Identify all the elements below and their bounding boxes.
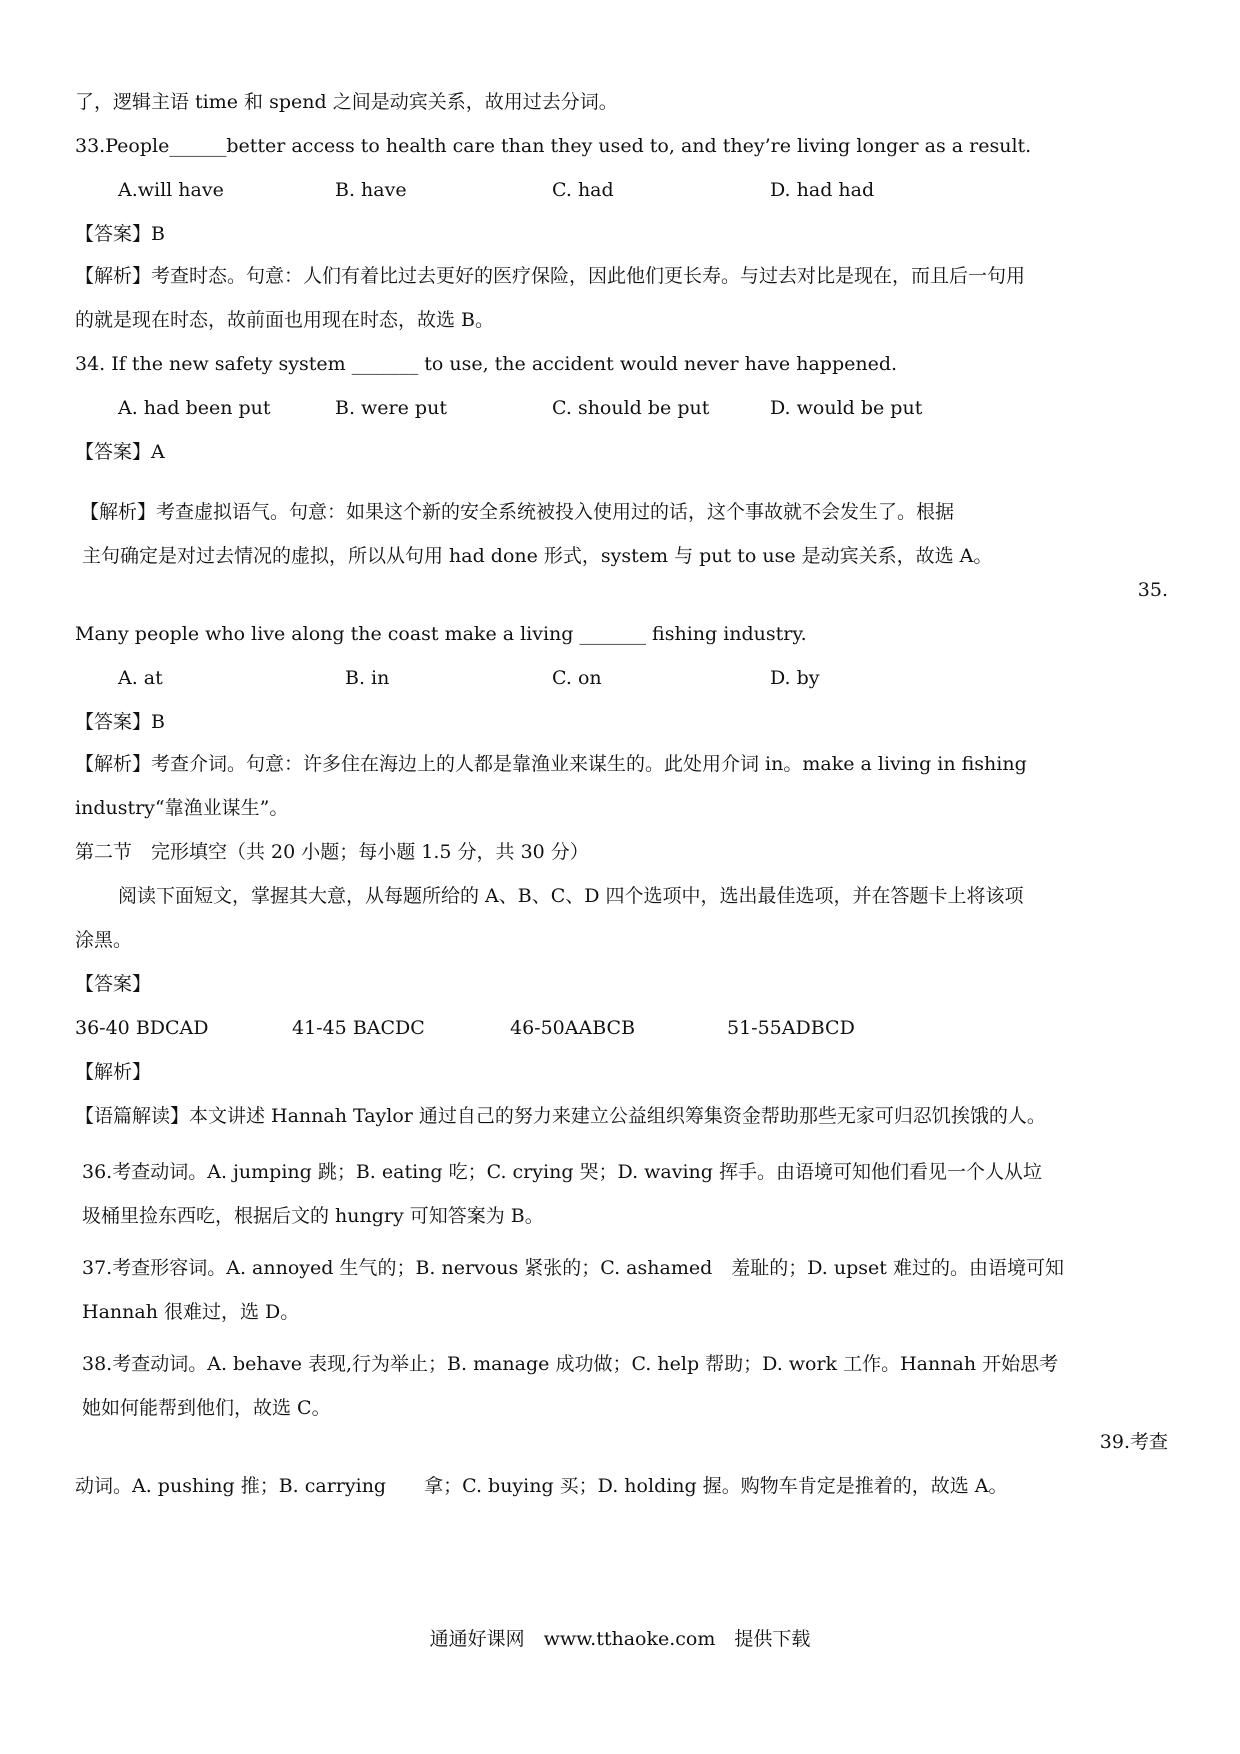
section-heading: 第二节 完形填空（共 20 小题；每小题 1.5 分，共 30 分） bbox=[75, 841, 589, 863]
answer-group: 36-40 BDCAD bbox=[75, 1017, 209, 1039]
instruction-line: 涂黑。 bbox=[75, 929, 133, 951]
explanation-line: 的就是现在时态，故前面也用现在时态，故选 B。 bbox=[75, 309, 495, 331]
option-a: A. had been put bbox=[118, 397, 271, 419]
instruction-line: 阅读下面短文，掌握其大意，从每题所给的 A、B、C、D 四个选项中，选出最佳选项，并在答题卡上将该项 bbox=[118, 885, 1024, 907]
explanation-line: 【解析】考查虚拟语气。句意：如果这个新的安全系统被投入使用过的话，这个事故就不会发生了。根据 bbox=[80, 501, 955, 523]
answer-group: 46-50AABCB bbox=[510, 1017, 636, 1039]
question-34: 34. If the new safety system _______ to use, the accident would never have happened. bbox=[75, 353, 898, 375]
answer: 【答案】B bbox=[75, 223, 165, 245]
option-d: D. by bbox=[770, 667, 820, 689]
option-a: A. at bbox=[118, 667, 163, 689]
page-footer: 通通好课网 www.tthaoke.com 提供下载 bbox=[429, 1628, 811, 1650]
answer: 【答案】B bbox=[75, 711, 165, 733]
option-d: D. would be put bbox=[770, 397, 923, 419]
question-number: 35. bbox=[1137, 579, 1168, 601]
explanation-line: 圾桶里捡东西吃，根据后文的 hungry 可知答案为 B。 bbox=[82, 1205, 544, 1227]
explanation-line: 38.考查动词。A. behave 表现,行为举止；B. manage 成功做；C. help 帮助；D. work 工作。Hannah 开始思考 bbox=[82, 1353, 1059, 1375]
explanation-line: 她如何能帮到他们，故选 C。 bbox=[82, 1397, 331, 1419]
explanation-line: 【解析】考查时态。句意：人们有着比过去更好的医疗保险，因此他们更长寿。与过去对比是现在，而且后一句用 bbox=[75, 265, 1026, 287]
option-c: C. on bbox=[552, 667, 602, 689]
answer-heading: 【答案】 bbox=[75, 973, 152, 995]
option-b: B. in bbox=[345, 667, 390, 689]
option-c: C. should be put bbox=[552, 397, 710, 419]
answer: 【答案】A bbox=[75, 441, 165, 463]
explanation-line: industry“靠渔业谋生”。 bbox=[75, 797, 289, 819]
option-c: C. had bbox=[552, 179, 614, 201]
explanation-line: 37.考查形容词。A. annoyed 生气的；B. nervous 紧张的；C. ashamed 羞耻的；D. upset 难过的。由语境可知 bbox=[82, 1257, 1064, 1279]
option-d: D. had had bbox=[770, 179, 875, 201]
option-b: B. have bbox=[335, 179, 407, 201]
explanation-line: Hannah 很难过，选 D。 bbox=[82, 1301, 300, 1323]
explanation-line: 动词。A. pushing 推；B. carrying 拿；C. buying 买；D. holding 握。购物车肯定是推着的，故选 A。 bbox=[75, 1475, 1008, 1497]
option-a: A.will have bbox=[118, 179, 224, 201]
answer-group: 41-45 BACDC bbox=[292, 1017, 425, 1039]
option-b: B. were put bbox=[335, 397, 447, 419]
question-number: 39.考查 bbox=[1099, 1431, 1168, 1453]
question-33: 33.People______better access to health care than they used to, and they’re living longer as a result. bbox=[75, 135, 1032, 157]
answer-group: 51-55ADBCD bbox=[727, 1017, 855, 1039]
explanation-heading: 【解析】 bbox=[75, 1061, 152, 1083]
explanation-line: 36.考查动词。A. jumping 跳；B. eating 吃；C. crying 哭；D. waving 挥手。由语境可知他们看见一个人从垃 bbox=[82, 1161, 1042, 1183]
reading-summary: 【语篇解读】本文讲述 Hannah Taylor 通过自己的努力来建立公益组织筹集资金帮助那些无家可归忍饥挨饿的人。 bbox=[75, 1105, 1046, 1127]
explanation-line: 【解析】考查介词。句意：许多住在海边上的人都是靠渔业来谋生的。此处用介词 in。make a living in fishing bbox=[75, 753, 1027, 775]
text-line: 了，逻辑主语 time 和 spend 之间是动宾关系，故用过去分词。 bbox=[75, 91, 618, 113]
explanation-line: 主句确定是对过去情况的虚拟，所以从句用 had done 形式，system 与 put to use 是动宾关系，故选 A。 bbox=[82, 545, 993, 567]
question-35: Many people who live along the coast make a living _______ fishing industry. bbox=[75, 623, 807, 645]
